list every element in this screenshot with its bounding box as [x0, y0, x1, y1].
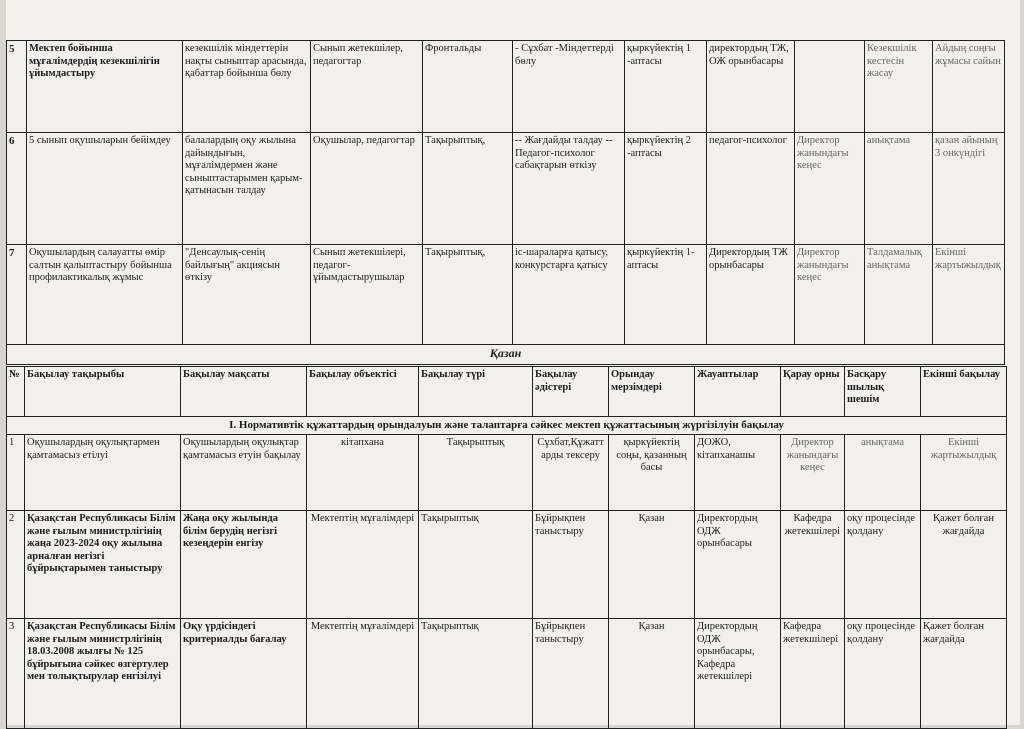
control-method: - Сұхбат -Міндеттерді бөлу	[513, 41, 625, 133]
deadline: қыркүйектің 1-аптасы	[625, 245, 707, 345]
control-goal: кезекшілік міндеттерін нақты сыныптар арасында, қабаттар бойынша бөлу	[183, 41, 311, 133]
control-object: Сынып жетекшілері, педагог-ұйымдастырушылар	[311, 245, 423, 345]
row-number: 5	[7, 41, 27, 133]
deadline: Қазан	[609, 619, 695, 729]
row-number: 7	[7, 245, 27, 345]
header-object: Бақылау объектісі	[307, 367, 419, 417]
row-number: 2	[7, 511, 25, 619]
responsible: педагог-психолог	[707, 133, 795, 245]
control-type: Тақырыптық	[419, 435, 533, 511]
second-review: Екінші жартыжылдық	[933, 245, 1005, 345]
control-topic: 5 сынып оқушыларын бейімдеу	[27, 133, 183, 245]
responsible: ДОЖО, кітапханашы	[695, 435, 781, 511]
second-review: Қажет болған жағдайда	[921, 511, 1007, 619]
control-type: Тақырыптық	[419, 619, 533, 729]
header-responsible: Жауаптылар	[695, 367, 781, 417]
control-object: кітапхана	[307, 435, 419, 511]
review-place: Директор жанындағы кеңес	[795, 133, 865, 245]
management-decision: Кезекшілік кестесін жасау	[865, 41, 933, 133]
control-object: Мектептің мұғалімдері	[307, 619, 419, 729]
review-place	[795, 41, 865, 133]
document-page	[6, 0, 1020, 725]
control-goal: балалардың оқу жылына дайындығын, мұғалімдермен және сыныптастарымен қарым-қатынасын талдау	[183, 133, 311, 245]
month-title: Қазан	[7, 345, 1005, 365]
responsible: Директордың ОДЖ орынбасары, Кафедра жетекшілері	[695, 619, 781, 729]
review-place: Директор жанындағы кеңес	[781, 435, 845, 511]
header-topic: Бақылау тақырыбы	[25, 367, 181, 417]
deadline: Қазан	[609, 511, 695, 619]
control-topic: Қазақстан Республикасы Білім және ғылым министрлігінің 18.03.2008 жылғы № 125 бұйрығына сәйкес өзгертулер мен толықтырулар енгізілуі	[25, 619, 181, 729]
control-type: Тақырыптық	[419, 511, 533, 619]
header-number: №	[7, 367, 25, 417]
table-row	[7, 245, 1005, 345]
table-header-row	[7, 367, 1007, 417]
second-review: Айдың соңғы жұмасы сайын	[933, 41, 1005, 133]
control-method: -- Жағдайды талдау -- Педагог-психолог сабақтарын өткізу	[513, 133, 625, 245]
control-object: Мектептің мұғалімдері	[307, 511, 419, 619]
responsible: Директордың ТЖ орынбасары	[707, 245, 795, 345]
management-decision: оқу процесінде қолдану	[845, 619, 921, 729]
management-decision: оқу процесінде қолдану	[845, 511, 921, 619]
responsible: директордың ТЖ, ОЖ орынбасары	[707, 41, 795, 133]
deadline: қыркүйектің 2 -аптасы	[625, 133, 707, 245]
control-object: Сынып жетекшілер, педагогтар	[311, 41, 423, 133]
table-row	[7, 619, 1007, 729]
month-row	[7, 345, 1005, 365]
header-method: Бақылау әдістері	[533, 367, 609, 417]
control-method: Сұхбат,Құжаттарды тексеру	[533, 435, 609, 511]
control-object: Оқушылар, педагогтар	[311, 133, 423, 245]
header-goal: Бақылау мақсаты	[181, 367, 307, 417]
control-goal: Оқушылардың оқулықтар қамтамасыз етуін бақылау	[181, 435, 307, 511]
control-topic: Мектеп бойынша мұғалімдердің кезекшілігін ұйымдастыру	[27, 41, 183, 133]
deadline: қыркүйектің 1 -аптасы	[625, 41, 707, 133]
control-type: Тақырыптық,	[423, 245, 513, 345]
deadline: қыркүйектің соңы, қазанның басы	[609, 435, 695, 511]
upper-plan-table	[6, 40, 1005, 365]
table-row	[7, 435, 1007, 511]
control-topic: Қазақстан Республикасы Білім және ғылым министрлігінің жаңа 2023-2024 оқу жылына арналған негізгі бұйрықтарымен таныстыру	[25, 511, 181, 619]
control-method: Бұйрықпен таныстыру	[533, 511, 609, 619]
row-number: 1	[7, 435, 25, 511]
control-type: Фронтальды	[423, 41, 513, 133]
control-method: Бұйрықпен таныстыру	[533, 619, 609, 729]
table-row	[7, 511, 1007, 619]
control-goal: Жаңа оқу жылында білім берудің негізгі кезеңдерін енгізу	[181, 511, 307, 619]
header-type: Бақылау түрі	[419, 367, 533, 417]
control-topic: Оқушылардың оқулықтармен қамтамасыз етілуі	[25, 435, 181, 511]
row-number: 6	[7, 133, 27, 245]
header-review: Екінші бақылау	[921, 367, 1007, 417]
control-goal: Оқу үрдісіндегі критериалды бағалау	[181, 619, 307, 729]
october-plan-table	[6, 366, 1007, 729]
table-row	[7, 41, 1005, 133]
control-type: Тақырыптық,	[423, 133, 513, 245]
second-review: қазан айының 3 онкүндігі	[933, 133, 1005, 245]
management-decision: анықтама	[865, 133, 933, 245]
review-place: Кафедра жетекшілері	[781, 619, 845, 729]
header-place: Қарау орны	[781, 367, 845, 417]
header-term: Орындау мерзімдері	[609, 367, 695, 417]
second-review: Екінші жартыжылдық	[921, 435, 1007, 511]
second-review: Қажет болған жағдайда	[921, 619, 1007, 729]
control-goal: "Денсаулық-сенің байлығың" акциясын өткізу	[183, 245, 311, 345]
table-row	[7, 133, 1005, 245]
responsible: Директордың ОДЖ орынбасары	[695, 511, 781, 619]
management-decision: анықтама	[845, 435, 921, 511]
review-place: Директор жанындағы кеңес	[795, 245, 865, 345]
review-place: Кафедра жетекшілері	[781, 511, 845, 619]
header-decision: Басқару шылық шешім	[845, 367, 921, 417]
row-number: 3	[7, 619, 25, 729]
section-row	[7, 417, 1007, 435]
section-title: I. Нормативтік құжаттардың орындалуын және талаптарға сәйкес мектеп құжаттасының жүргізілуін бақылау	[7, 417, 1007, 435]
management-decision: Талдамалық анықтама	[865, 245, 933, 345]
control-method: іс-шараларға қатысу, конкурстарға қатысу	[513, 245, 625, 345]
control-topic: Оқушылардың салауатты өмір салтын қалыптастыру бойынша профилактикалық жұмыс	[27, 245, 183, 345]
